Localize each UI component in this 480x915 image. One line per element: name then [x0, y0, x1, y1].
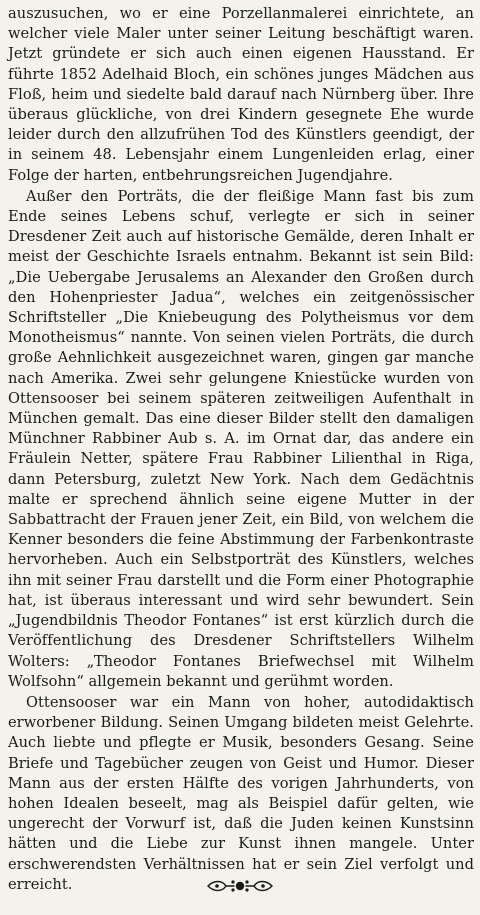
paragraph-biography: auszusuchen, wo er eine Porzellanmalerei einrichtete, an welcher viele Maler unter seiner Leitung beschäftigt waren. Jetzt gründete er sich auch einen eigenen Hausstand. Er führte 1852 Adelhaid Bloch, ein schönes junges Mädchen aus Floß, heim und siedelte bald darauf nach Nürnberg über. Ihre überaus glückliche, von drei Kindern gesegnete Ehe wurde leider durch den allzufrühen Tod des Künstlers geendigt, der in seinem 48. Lebensjahr einem Lungenleiden erlag, einer Folge der harten, entbehrungsreichen Jugendjahre.	[8, 5, 474, 184]
article-column	[8, 4, 474, 895]
paragraph-works: Außer den Porträts, die der fleißige Mann fast bis zum Ende seines Lebens schuf, verlegte er sich in seiner Dresdener Zeit auch auf historische Gemälde, deren Inhalt er meist der Geschichte Israels entnahm. Bekannt ist sein Bild: „Die Uebergabe Jerusalems an Alexander den Großen durch den Hohenpriester Jadua“, welches ein zeitgenössischer Schriftsteller „Die Kniebeugung des Polytheismus vor dem Monotheismus“ nannte. Von seinen vielen Porträts, die durch große Aehnlichkeit ausgezeichnet waren, gingen gar manche nach Amerika. Zwei sehr gelungene Kniestücke wurden von Ottensooser bei seinem späteren zeitweiligen Aufenthalt in München gemalt. Das eine dieser Bilder stellt den damaligen Münchner Rabbiner Aub s. A. im Ornat dar, das andere ein Fräulein Netter, spätere Frau Rabbiner Lilienthal in Riga, dann Petersburg, zuletzt New York. Nach dem Gedächtnis malte er sprechend ähnlich seine eigene Mutter in der Sabbattracht der Frauen jener Zeit, ein Bild, von welchem die Kenner besonders die feine Abstimmung der Farbenkontraste hervorheben. Auch ein Selbstporträt des Künstlers, welches ihn mit seiner Frau darstellt und die Form einer Photographie hat, ist überaus interessant und wird sehr bewundert. Sein „Jugendbildnis Theodor Fontanes“ ist erst kürzlich durch die Veröffentlichung des Dresdener Schriftstellers Wilhelm Wolters: „Theodor Fontanes Briefwechsel mit Wilhelm Wolfsohn“ allgemein bekannt und gerühmt worden.	[8, 187, 474, 690]
fleuron-divider-icon	[204, 879, 276, 898]
paragraph-character: Ottensooser war ein Mann von hoher, autodidaktisch erworbener Bildung. Seinen Umgang bildeten meist Gelehrte. Auch liebte und pflegte er Musik, besonders Gesang. Seine Briefe und Tagebücher zeugen von Geist und Humor. Dieser Mann aus der ersten Hälfte des vorigen Jahrhunderts, von hohen Idealen beseelt, mag als Beispiel dafür gelten, wie ungerecht der Vorwurf ist, daß die Juden keinen Kunstsinn hätten und die Liebe zur Kunst ihnen mangele. Unter erschwerendsten Verhältnissen hat er sein Ziel verfolgt und erreicht.	[8, 693, 474, 893]
fleuron-divider	[0, 878, 480, 898]
